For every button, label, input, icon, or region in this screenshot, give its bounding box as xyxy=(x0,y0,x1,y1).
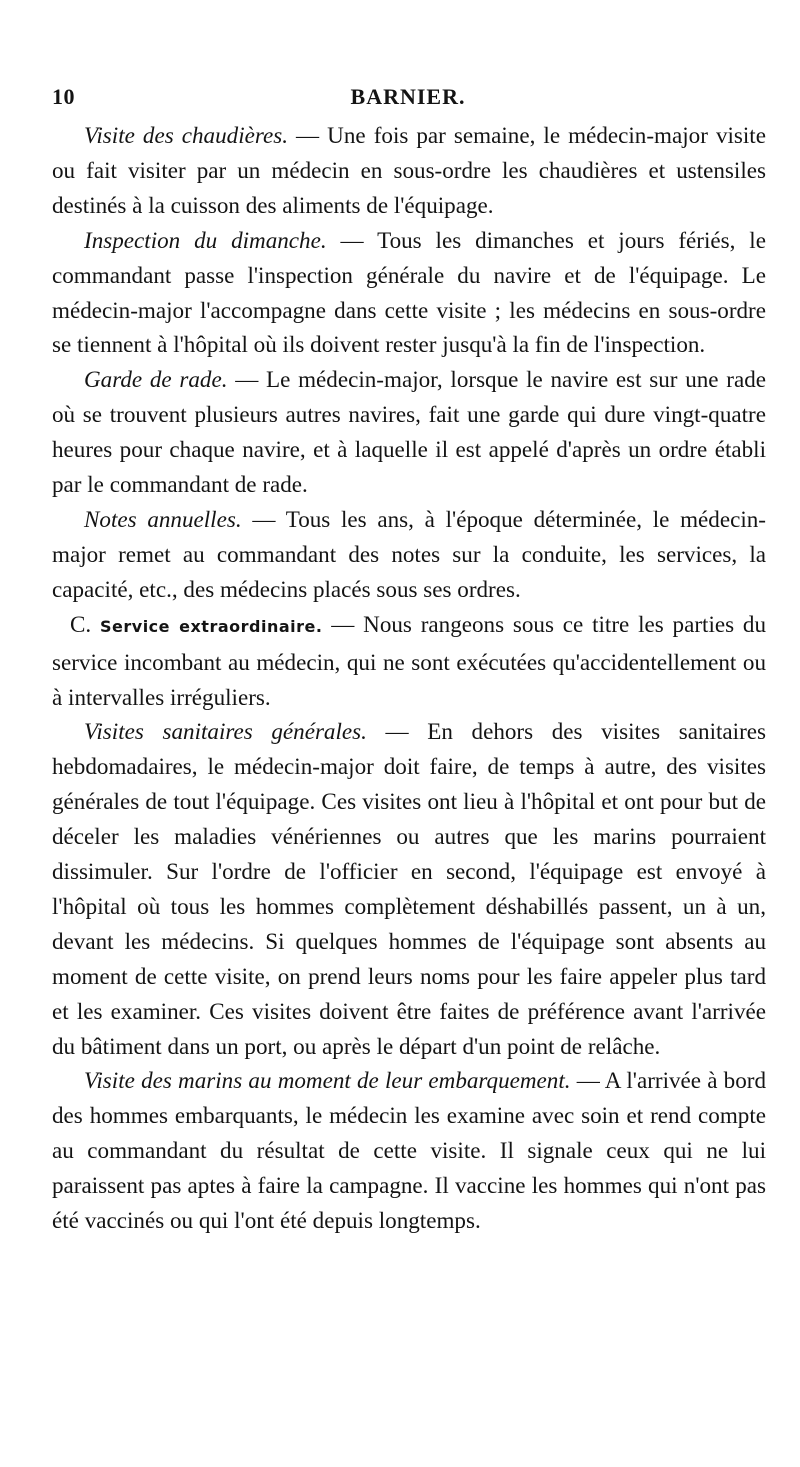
section-heading: Service extraordinaire. xyxy=(100,616,323,636)
paragraph-text: — Tous les dimanches et jours fériés, le commandant passe l'inspection générale du navire et de l'équipage. Le médecin-major l'accompagne dans cette visite ; les médecins en sous-ordre se tiennent à l'hôpital où ils doivent rester jusqu'à la fin de l'inspection. xyxy=(52,226,766,358)
paragraph-visite-chaudieres xyxy=(52,118,766,223)
page-body xyxy=(52,118,766,1238)
paragraph-text: — A l'arrivée à bord des hommes embarquants, le médecin les examine avec soin et rend compte au commandant du résultat de cette visite. Il signale ceux qui ne lui paraissent pas aptes à faire la campagne. Il vaccine les hommes qui n'ont pas été vaccinés ou qui l'ont été depuis longtemps. xyxy=(52,1067,767,1234)
paragraph-text: — Le médecin-major, lorsque le navire est sur une rade où se trouvent plusieurs autres navires, fait une garde qui dure vingt-quatre heures pour chaque navire, et à laquelle il est appelé d'après un ordre établi par le commandant de rade. xyxy=(52,366,766,498)
paragraph-inspection-dimanche xyxy=(52,223,766,363)
paragraph-service-extraordinaire xyxy=(52,607,766,715)
page-number: 10 xyxy=(52,84,75,109)
page-header xyxy=(52,84,764,114)
running-head: BARNIER. xyxy=(350,84,466,109)
paragraph-heading: Notes annuelles. xyxy=(84,505,242,532)
paragraph-heading: Inspection du dimanche. xyxy=(84,226,327,253)
paragraph-text: — Tous les ans, à l'époque déterminée, le médecin-major remet au commandant des notes sur la conduite, les services, la capacité, etc., des médecins placés sous ses ordres. xyxy=(52,505,766,602)
paragraph-text: — Nous rangeons sous ce titre les parties du service incombant au médecin, qui ne sont exécutées qu'accidentellement ou à intervalles irréguliers. xyxy=(52,610,766,710)
paragraph-text: — En dehors des visites sanitaires hebdomadaires, le médecin-major doit faire, de temps à autre, des visites générales de tout l'équipage. Ces visites ont lieu à l'hôpital et ont pour but de déceler les maladies vénériennes ou autres que les marins pourraient dissimuler. Sur l'ordre de l'officier en second, l'équipage est envoyé à l'hôpital où tous les hommes complètement déshabillés passent, un à un, devant les médecins. Si quelques hommes de l'équipage sont absents au moment de cette visite, on prend leurs noms pour les faire appeler plus tard et les examiner. Ces visites doivent être faites de préférence avant l'arrivée du bâtiment dans un port, ou après le départ d'un point de relâche. xyxy=(52,718,766,1059)
paragraph-heading: Visite des marins au moment de leur embarquement. xyxy=(84,1067,571,1094)
section-letter: C. xyxy=(70,610,92,637)
paragraph-visite-embarquement xyxy=(52,1063,766,1238)
paragraph-heading: Visites sanitaires générales. xyxy=(84,718,367,745)
paragraph-notes-annuelles xyxy=(52,502,766,607)
paragraph-text: — Une fois par semaine, le médecin-major visite ou fait visiter par un médecin en sous-ordre les chaudières et ustensiles destinés à la cuisson des aliments de l'équipage. xyxy=(52,122,766,218)
paragraph-heading: Garde de rade. xyxy=(84,366,228,393)
paragraph-visites-sanitaires xyxy=(52,714,766,1063)
paragraph-heading: Visite des chaudières. xyxy=(84,122,288,148)
paragraph-garde-rade xyxy=(52,362,766,502)
